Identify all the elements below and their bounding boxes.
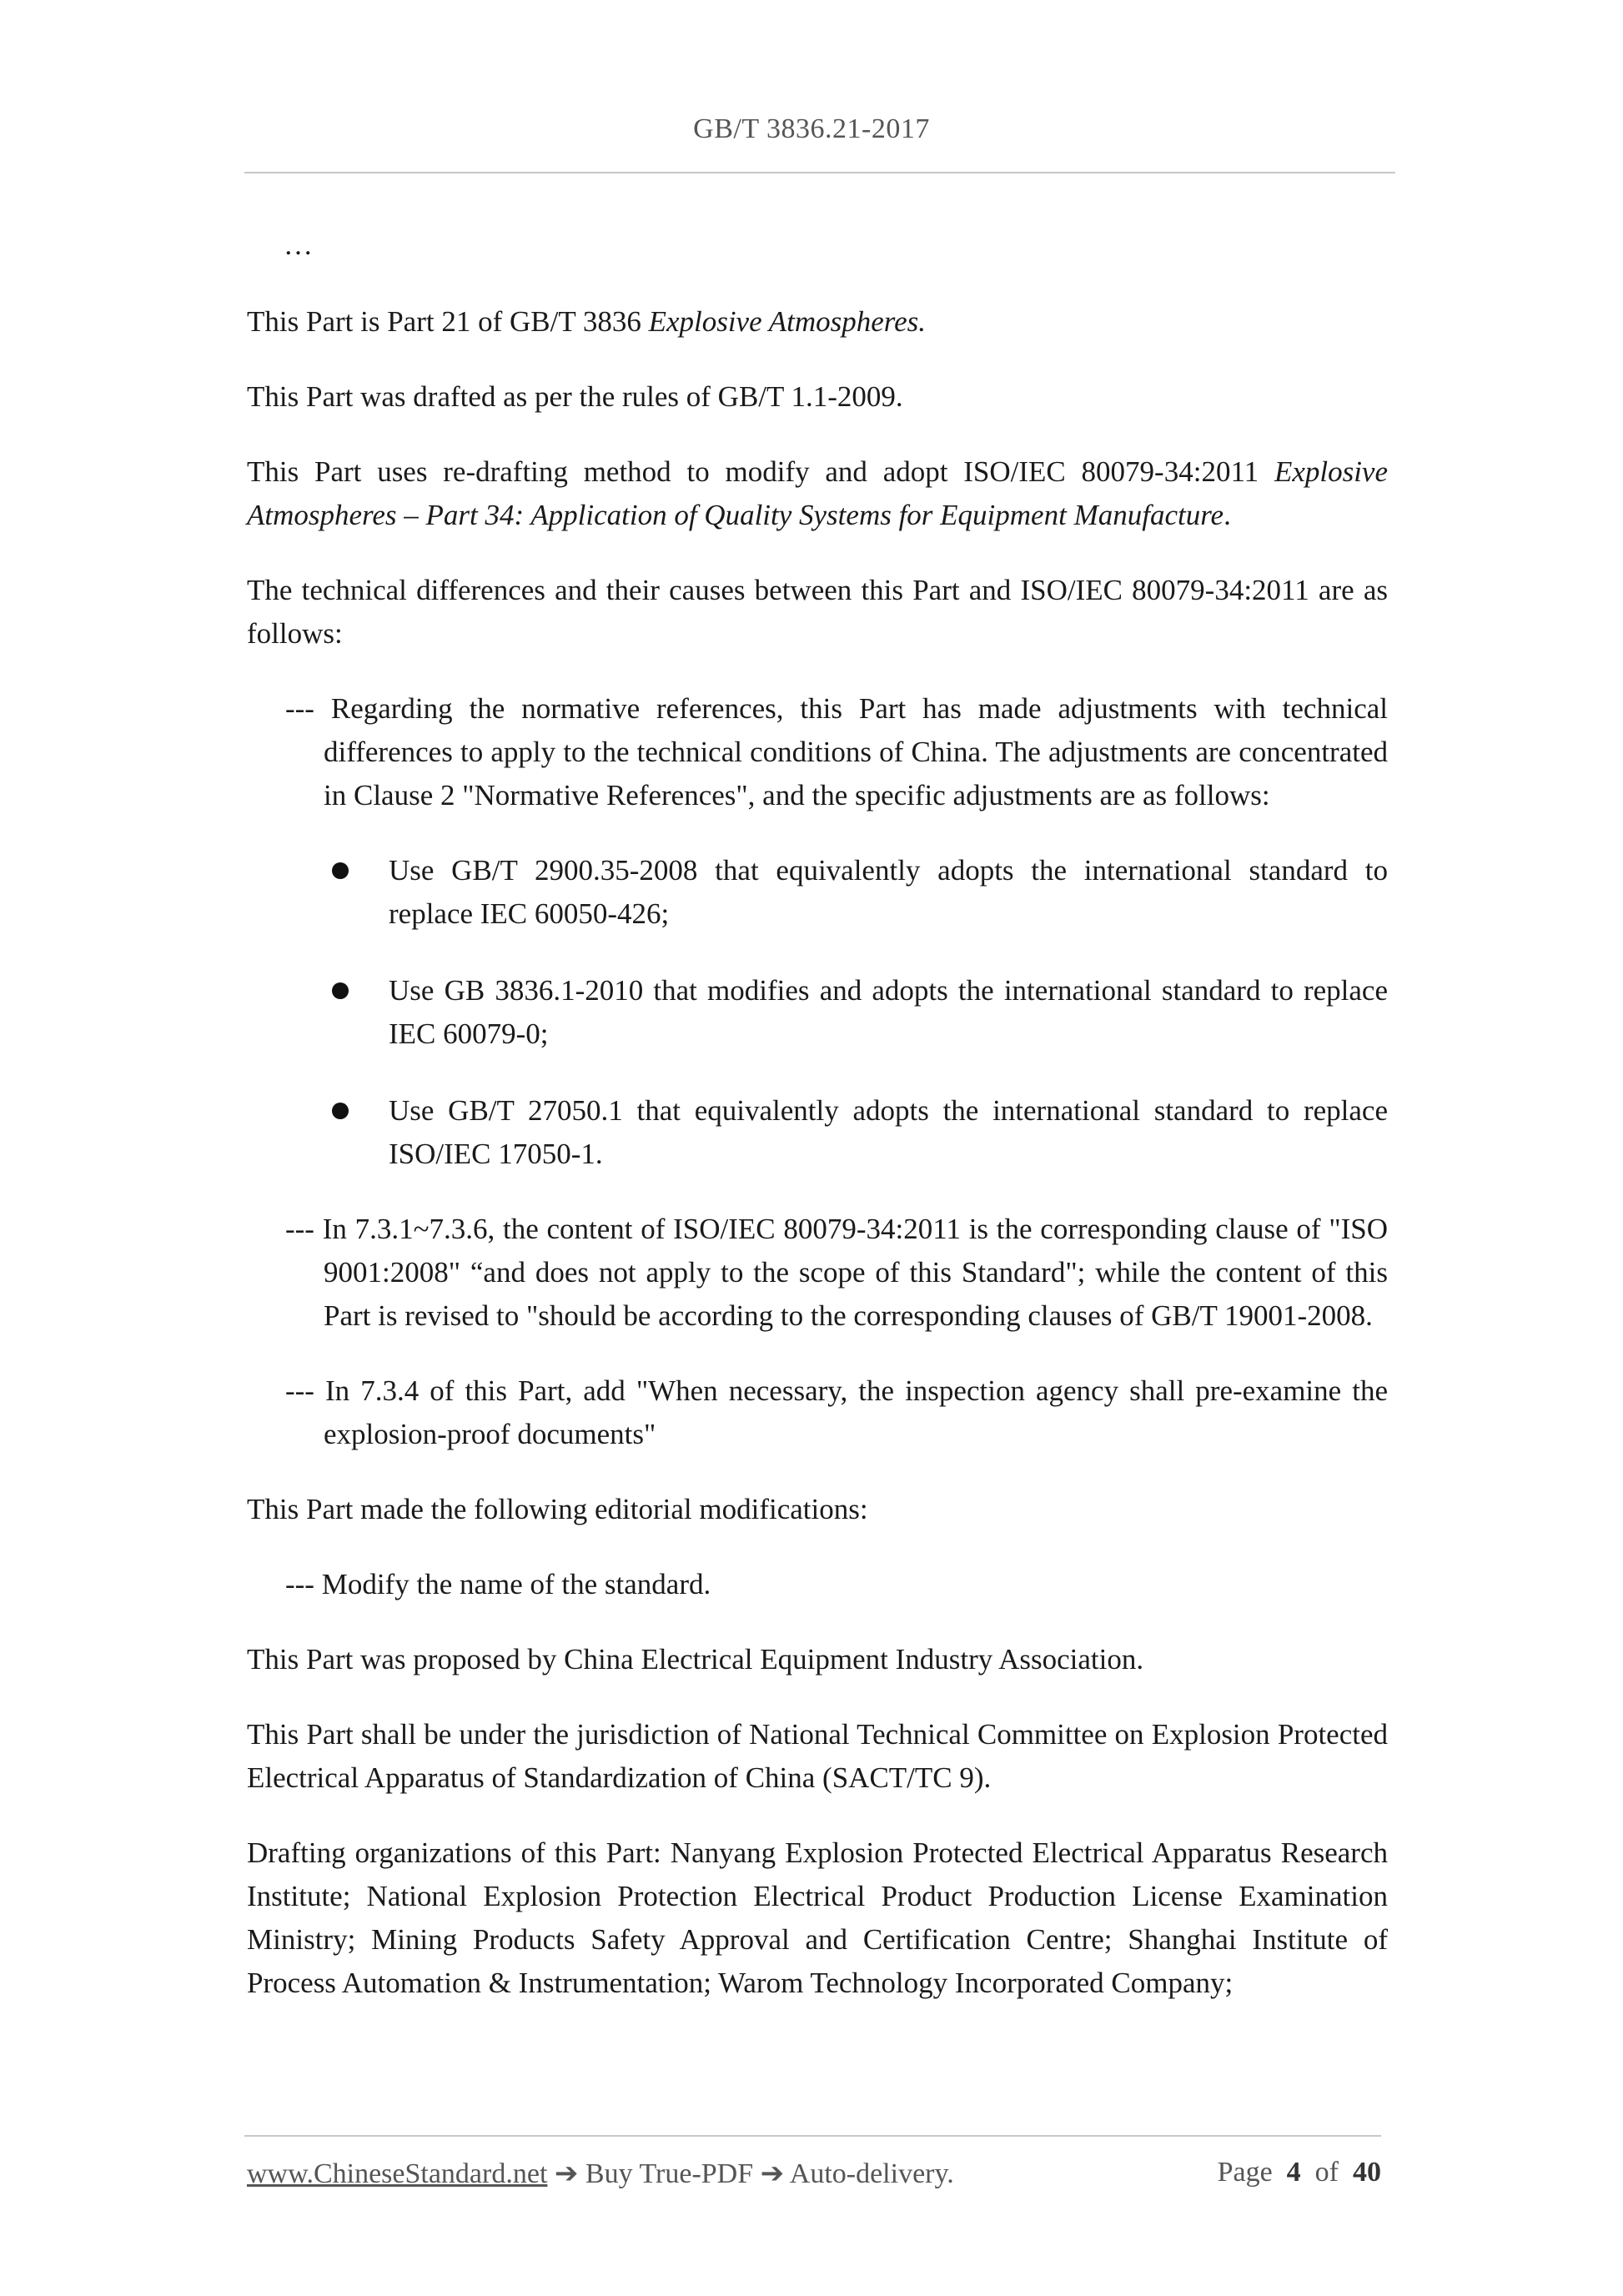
arrow-right-icon: ➔ xyxy=(554,2158,579,2189)
arrow-right-icon: ➔ xyxy=(760,2158,785,2189)
paragraph-part-number xyxy=(247,300,1388,344)
page-header: GB/T 3836.21-2017 xyxy=(693,113,930,144)
paragraph-proposed-by: This Part was proposed by China Electrical Equipment Industry Association. xyxy=(247,1643,1144,1676)
paragraph-text: This Part uses re-drafting method to modify and adopt ISO/IEC 80079-34:2011 xyxy=(247,455,1274,488)
paragraph-editorial-modifications: This Part made the following editorial modifications: xyxy=(247,1493,868,1525)
paragraph-jurisdiction: This Part shall be under the jurisdiction of National Technical Committee on Explosion Protected Electrical Apparatus of Standardization of China (SACT/TC 9). xyxy=(247,1718,1388,1794)
page-label: Page xyxy=(1217,2157,1273,2188)
bullet-item xyxy=(247,1089,1388,1176)
bullet-icon xyxy=(332,862,349,879)
website-link[interactable]: www.ChineseStandard.net xyxy=(247,2158,548,2189)
header-divider xyxy=(244,172,1395,173)
bullet-text: Use GB/T 27050.1 that equivalently adopts the international standard to replace ISO/IEC 17050-1. xyxy=(389,1094,1388,1170)
page-indicator xyxy=(1218,2157,1381,2188)
footer-divider xyxy=(244,2135,1381,2137)
iso-title-italic: Explosive Atmospheres – Part 34: Application of Quality Systems for Equipment Manufacture xyxy=(247,455,1388,531)
document-body xyxy=(247,224,1388,2037)
bullet-item xyxy=(247,969,1388,1056)
buy-text: Buy True-PDF xyxy=(578,2158,761,2189)
bullet-icon xyxy=(332,982,349,999)
paragraph-drafting-organizations: Drafting organizations of this Part: Nanyang Explosion Protected Electrical Apparatus Research Institute; National Explosion Protection Electrical Product Production License Examination Ministry; Mining Products Safety Approval and Certification Centre; Shanghai Institute of Process Automation & Instrumentation; Warom Technology Incorporated Company; xyxy=(247,1836,1388,1999)
bullet-text: Use GB/T 2900.35-2008 that equivalently adopts the international standard to replace IEC 60050-426; xyxy=(389,854,1388,930)
paragraph-end: . xyxy=(1224,499,1231,531)
bullet-icon xyxy=(332,1103,349,1119)
ellipsis: … xyxy=(284,229,313,261)
paragraph-text: This Part is Part 21 of GB/T 3836 xyxy=(247,305,649,338)
paragraph-technical-differences: The technical differences and their causes between this Part and ISO/IEC 80079-34:2011 are as follows: xyxy=(247,574,1388,650)
current-page: 4 xyxy=(1286,2157,1301,2188)
dash-item-clause-7-3: --- In 7.3.1~7.3.6, the content of ISO/IEC 80079-34:2011 is the corresponding clause of "ISO 9001:2008" “and does not apply to the scope of this Standard"; while the content of this Part is revised to "should be according to the corresponding clauses of GB/T 19001-2008. xyxy=(285,1213,1388,1332)
paragraph-adoption-method xyxy=(247,450,1388,537)
footer-promo xyxy=(247,2157,954,2190)
of-label: of xyxy=(1314,2157,1339,2188)
dash-item-modify-name: --- Modify the name of the standard. xyxy=(285,1568,711,1600)
bullet-item xyxy=(247,849,1388,936)
total-pages: 40 xyxy=(1353,2157,1381,2188)
dash-item-clause-7-3-4: --- In 7.3.4 of this Part, add "When necessary, the inspection agency shall pre-examine the explosion-proof documents" xyxy=(285,1374,1388,1450)
bullet-list xyxy=(247,849,1388,1176)
bullet-text: Use GB 3836.1-2010 that modifies and adopts the international standard to replace IEC 60079-0; xyxy=(389,974,1388,1050)
auto-delivery-text: Auto-delivery. xyxy=(784,2158,954,2189)
paragraph-drafting-rules: This Part was drafted as per the rules of GB/T 1.1-2009. xyxy=(247,380,903,413)
standard-title-italic: Explosive Atmospheres. xyxy=(648,305,927,338)
dash-item-normative-references: --- Regarding the normative references, this Part has made adjustments with technical differences to apply to the technical conditions of China. The adjustments are concentrated in Clause 2 "Normative References", and the specific adjustments are as follows: xyxy=(285,692,1388,811)
